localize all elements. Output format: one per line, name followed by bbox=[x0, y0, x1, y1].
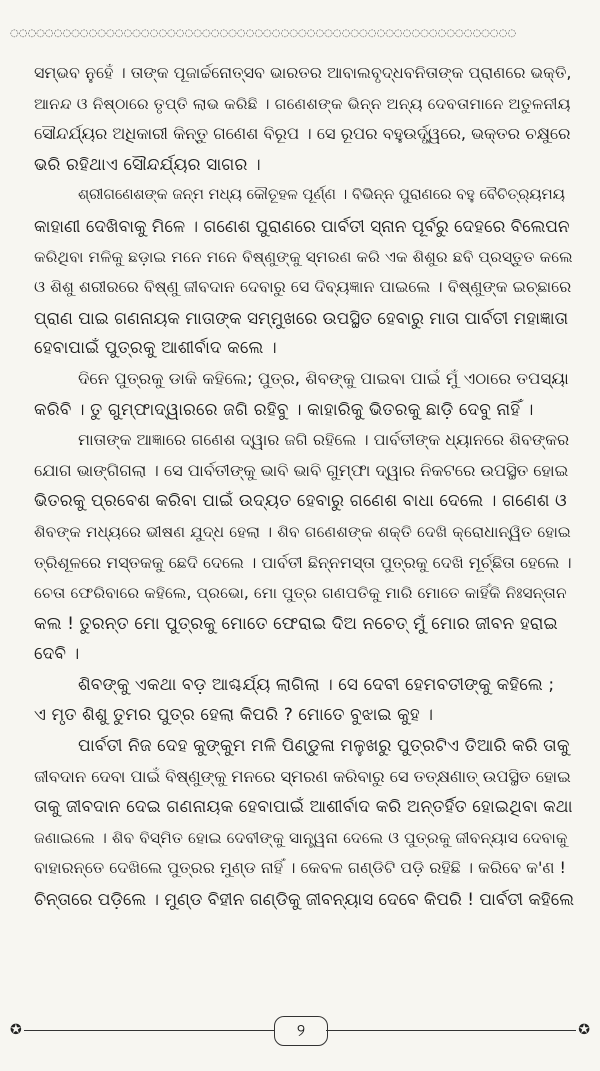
text-line: ଏ ମୃତ ଶିଶୁ ତୁମର ପୁତ୍ର ହେଲା କିପରି ? ମୋତେ ବୁଝାଇ କୁହ । bbox=[34, 705, 434, 726]
text-line: ଜୀବଦାନ ଦେବା ପାଇଁ ବିଷ୍ଣୁଙ୍କୁ ମନରେ ସ୍ମରଣ କରିବାରୁ ସେ ତତ୍କ୍ଷଣାତ୍ ଉପସ୍ଥିତ ହୋଇ bbox=[34, 766, 571, 786]
text-line: ଦିନେ ପୁତ୍ରକୁ ଡାକି କହିଲେ; ପୁତ୍ର, ଶିବଙ୍କୁ ପାଇବା ପାଇଁ ମୁଁ ଏଠାରେ ତପସ୍ୟା bbox=[78, 368, 569, 388]
text-line: ତ୍ରିଶୂଳରେ ମସ୍ତକକୁ ଛେଦି ଦେଲେ । ପାର୍ବତୀ ଛିନ୍ନମସ୍ତା ପୁତ୍ରକୁ ଦେଖି ମୂର୍ଚ୍ଛିତା ହେଲେ । bbox=[34, 552, 572, 572]
paragraph bbox=[34, 180, 574, 364]
text-line: ସମ୍ଭବ ନୁହେଁ । ତାଙ୍କ ପୂଜାର୍ଚ୍ଚନୋତ୍ସବ ଭାରତର ଆବାଲବୃଦ୍ଧବନିତାଙ୍କ ପ୍ରାଣରେ ଭକ୍ତି, bbox=[34, 63, 572, 82]
text-line: ଶ୍ରୀଗଣେଶଙ୍କ ଜନ୍ମ ମଧ୍ୟ କୌତୂହଳ ପୂର୍ଣ୍ଣ । ବିଭିନ୍ନ ପୁରାଣରେ ବହୁ ବୈଚିତ୍ର୍ୟମୟ bbox=[78, 186, 565, 204]
text-line: ମାତାଙ୍କ ଆଜ୍ଞାରେ ଗଣେଶ ଦ୍ୱାର ଜଗି ରହିଲେ । ପାର୍ବତୀଙ୍କ ଧ୍ୟାନରେ ଶିବଙ୍କର bbox=[78, 430, 570, 450]
text-line: ଓ ଶିଶୁ ଶରୀରରେ ବିଷ୍ଣୁ ଜୀବଦାନ ଦେବାରୁ ସେ ଦିବ୍ୟଜ୍ଞାନ ପାଇଲେ । ବିଷ୍ଣୁଙ୍କ ଇଚ୍ଛାରେ bbox=[34, 277, 572, 297]
text-line: ସୌନ୍ଦର୍ଯ୍ୟର ଅଧିକାରୀ କିନ୍ତୁ ଗଣେଶ ବିରୂପ । ସେ ରୂପର ବହୁଉର୍ଦ୍ଧ୍ୱରେ, ଭକ୍ତର ଚକ୍ଷୁରେ bbox=[34, 124, 571, 144]
paragraph bbox=[34, 364, 574, 425]
star-ornament-right-icon: ✪ bbox=[578, 1022, 590, 1038]
footer-rule-left bbox=[24, 1030, 274, 1031]
text-line: ବାହାରନ୍ତେ ଦେଖିଲେ ପୁତ୍ରର ମୁଣ୍ଡ ନାହିଁ । କେବଳ ଗଣ୍ଡିଟି ପଡ଼ି ରହିଛି । କରିବେ କ'ଣ ! bbox=[34, 858, 566, 878]
text-line: ଜଣାଇଲେ । ଶିବ ବିସ୍ମିତ ହୋଇ ଦେବୀଙ୍କୁ ସାନ୍ତ୍ୱନା ଦେଲେ ଓ ପୁତ୍ରକୁ ଜୀବନ୍ୟାସ ଦେବାକୁ bbox=[34, 827, 568, 847]
text-line: ଦେବି । bbox=[34, 644, 80, 665]
footer-rule-right bbox=[326, 1030, 576, 1031]
paragraph bbox=[34, 670, 574, 731]
text-line: ଯୋଗ ଭାଙ୍ଗିଗଲା । ସେ ପାର୍ବତୀଙ୍କୁ ଭାବି ଭାବି ଗୁମ୍ଫା ଦ୍ୱାର ନିକଟରେ ଉପସ୍ଥିତ ହୋଇ bbox=[34, 460, 569, 480]
text-line: ତାକୁ ଜୀବଦାନ ଦେଇ ଗଣନାୟକ ହେବାପାଇଁ ଆଶୀର୍ବାଦ କରି ଅନ୍ତର୍ହିତ ହୋଇଥିବା କଥା bbox=[34, 797, 573, 818]
text-line: ଆନନ୍ଦ ଓ ନିଷ୍ଠାରେ ତୃପ୍ତି ଲାଭ କରିଛି । ଗଣେଶଙ୍କ ଭିନ୍ନ ଅନ୍ୟ ଦେବତାମାନେ ଅତୁଳନୀୟ bbox=[34, 93, 571, 113]
text-line: ଭରି ରହିଥାଏ ସୌନ୍ଦର୍ଯ୍ୟର ସାଗର । bbox=[34, 154, 261, 175]
paragraph bbox=[34, 425, 574, 670]
text-line: ହେବାପାଇଁ ପୁତ୍ରକୁ ଆଶୀର୍ବାଦ କଲେ । bbox=[34, 338, 277, 359]
body-text bbox=[34, 58, 574, 915]
text-line: ଚେତା ଫେରିବାରେ କହିଲେ, ପ୍ରଭୋ, ମୋ ପୁତ୍ର ଗଣପତିକୁ ମାରି ମୋତେ କାହିଁକି ନିଃସନ୍ତାନ bbox=[34, 583, 567, 603]
star-ornament-left-icon: ✪ bbox=[10, 1022, 22, 1038]
text-line: ଶିବଙ୍କ ମଧ୍ୟରେ ଭୀଷଣ ଯୁଦ୍ଧ ହେଲା । ଶିବ ଗଣେଶଙ୍କ ଶକ୍ତି ଦେଖି କ୍ରୋଧାନ୍ୱିତ ହୋଇ bbox=[34, 521, 571, 541]
paragraph bbox=[34, 731, 574, 915]
text-line: କରିବି । ତୁ ଗୁମ୍ଫାଦ୍ୱାରରେ ଜଗି ରହିବୁ । କାହାରିକୁ ଭିତରକୁ ଛାଡ଼ି ଦେବୁ ନାହିଁ । bbox=[34, 399, 534, 420]
top-decorative-border: ◌◌◌◌◌◌◌◌◌◌◌◌◌◌◌◌◌◌◌◌◌◌◌◌◌◌◌◌◌◌◌◌◌◌◌◌◌◌◌◌◌◌◌◌◌◌◌◌◌◌◌◌◌◌◌◌◌◌ bbox=[10, 28, 517, 39]
text-line: କଲ ! ତୁରନ୍ତ ମୋ ପୁତ୍ରକୁ ମୋତେ ଫେରାଇ ଦିଅ ନଚେତ୍ ମୁଁ ମୋର ଜୀବନ ହରାଇ bbox=[34, 613, 558, 634]
page-footer bbox=[10, 1016, 590, 1046]
page-number: ୨ bbox=[274, 1016, 328, 1046]
text-line: ପ୍ରାଣ ପାଇ ଗଣନାୟକ ମାତାଙ୍କ ସମ୍ମୁଖରେ ଉପସ୍ଥିତ ହେବାରୁ ମାତା ପାର୍ବତୀ ମହାଜ୍ଞାତା bbox=[34, 307, 569, 328]
text-line: କାହାଣୀ ଦେଖିବାକୁ ମିଳେ । ଗଣେଶ ପୁରାଣରେ ପାର୍ବତୀ ସ୍ନାନ ପୂର୍ବରୁ ଦେହରେ ବିଲେପନ bbox=[34, 215, 570, 236]
paragraph bbox=[34, 58, 574, 180]
text-line: ଭିତରକୁ ପ୍ରବେଶ କରିବା ପାଇଁ ଉଦ୍ୟତ ହେବାରୁ ଗଣେଶ ବାଧା ଦେଲେ । ଗଣେଶ ଓ bbox=[34, 491, 567, 512]
text-line: ଚିନ୍ତାରେ ପଡ଼ିଲେ । ମୁଣ୍ଡ ବିହୀନ ଗଣ୍ଡିକୁ ଜୀବନ୍ୟାସ ଦେବେ କିପରି ! ପାର୍ବତୀ କହିଲେ bbox=[34, 889, 574, 910]
text-line: ପାର୍ବତୀ ନିଜ ଦେହ କୁଙ୍କୁମ ମଳି ପିଣ୍ଡୁଳା ମଳୁଖରୁ ପୁତ୍ରଟିଏ ତିଆରି କରି ତାକୁ bbox=[78, 736, 570, 757]
text-line: ଶିବଙ୍କୁ ଏକଥା ବଡ଼ ଆଶ୍ଚର୍ଯ୍ୟ ଲାଗିଲା । ସେ ଦେବୀ ହେମବତୀଙ୍କୁ କହିଲେ ; bbox=[78, 674, 555, 695]
text-line: କରିଥିବା ମଳିକୁ ଛଡ଼ାଇ ମନେ ମନେ ବିଷ୍ଣୁଙ୍କୁ ସ୍ମରଣ କରି ଏକ ଶିଶୁର ଛବି ପ୍ରସ୍ତୁତ କଲେ bbox=[34, 246, 573, 266]
